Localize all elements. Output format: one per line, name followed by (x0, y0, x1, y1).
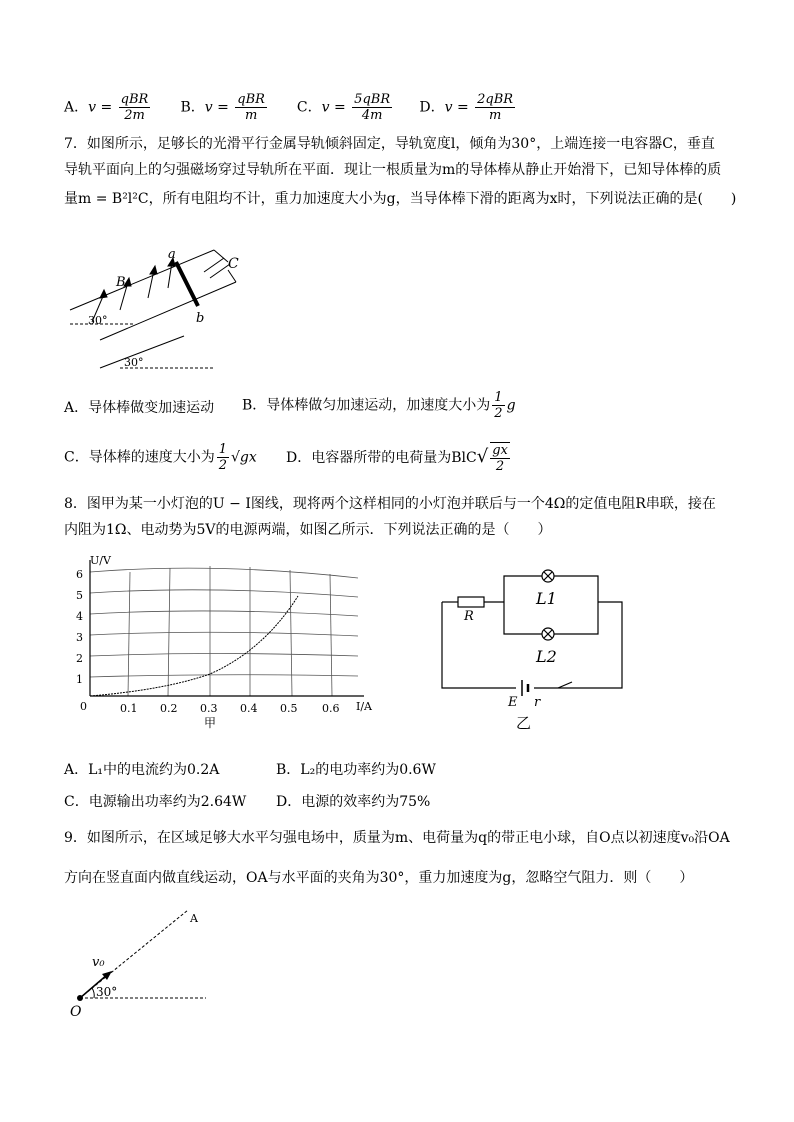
q7-stem-line1: 7．如图所示，足够长的光滑平行金属导轨倾斜固定，导轨宽度l，倾角为30°，上端连接一电容器C，垂直 (64, 136, 715, 152)
q7-label-a: a (168, 247, 176, 262)
q7-option-a: A．导体棒做变加速运动 (64, 400, 215, 416)
q8-x-tick: 0.2 (160, 702, 178, 715)
q6-option-d: D．v = $\frac{\text{2qBR}}{m}$ (419, 92, 514, 123)
q6-option-b: B．v = $\frac{\text{qBR}}{m}$ (180, 92, 265, 123)
q8-x-tick: 0 (80, 700, 87, 713)
q8-circuit-r-label: R (464, 609, 474, 624)
q8-circuit-l1-label: L1 (536, 589, 557, 608)
q8-circuit-l2-label: L2 (536, 647, 557, 666)
q9-figure (64, 900, 224, 1030)
q7-stem-line2: 导轨平面向上的匀强磁场穿过导轨所在平面．现让一根质量为m的导体棒从静止开始滑下，已知导体棒的质 (64, 162, 722, 178)
q8-y-tick: 1 (76, 673, 83, 686)
q7-angle-lower: 30° (124, 356, 144, 369)
q9-label-v0: v₀ (92, 955, 105, 970)
q8-x-tick: 0.3 (200, 702, 218, 715)
q8-y-tick: 3 (76, 631, 83, 644)
q7-label-b: b (196, 311, 205, 326)
q8-option-d: D．电源的效率约为75% (276, 794, 431, 810)
q6-option-a: A．v = $\frac{\text{qBR}}{2m}$ (64, 92, 149, 123)
q7-option-c: C．导体棒的速度大小为 $\frac{1}{2}$ √gx (64, 442, 257, 473)
q8-option-b: B．L₂的电功率约为0.6W (276, 762, 436, 778)
q8-circuit-r-internal-label: r (534, 695, 541, 710)
q7-stem-line3: 量m = B²l²C，所有电阻均不计，重力加速度大小为g，当导体棒下滑的距离为x时，下列说法正确的是( ) (64, 191, 737, 207)
q6-options (64, 92, 517, 123)
q8-option-c: C．电源输出功率约为2.64W (64, 794, 247, 810)
q8-y-tick: 6 (76, 568, 83, 581)
q8-ui-graph (64, 550, 384, 730)
q7-label-c: C (228, 256, 239, 272)
q9-label-a: A (190, 912, 198, 925)
q7-option-b: B．导体棒做匀加速运动，加速度大小为 $\frac{1}{2}$ g (242, 390, 516, 421)
q8-graph-x-label: I/A (356, 700, 372, 713)
q8-y-tick: 4 (76, 610, 83, 623)
q8-x-tick: 0.4 (240, 702, 258, 715)
q8-y-tick: 5 (76, 589, 83, 602)
q9-stem-line2: 方向在竖直面内做直线运动，OA与水平面的夹角为30°，重力加速度为g，忽略空气阻力．则（ ） (64, 870, 694, 886)
q8-y-tick: 2 (76, 652, 83, 665)
q8-option-a: A．L₁中的电流约为0.2A (64, 762, 220, 778)
q8-stem-line2: 内阻为1Ω、电动势为5V的电源两端，如图乙所示．下列说法正确的是（ ） (64, 522, 552, 538)
q7-angle-upper: 30° (88, 314, 108, 327)
q8-stem-line1: 8．图甲为某一小灯泡的U − I图线，现将两个这样相同的小灯泡并联后与一个4Ω的定值电阻R串联，接在 (64, 496, 716, 512)
q8-graph-y-label: U/V (90, 554, 111, 567)
q8-circuit-caption: 乙 (516, 714, 532, 732)
q8-x-tick: 0.1 (120, 702, 138, 715)
q9-angle-label: 30° (96, 985, 118, 999)
q9-label-o: O (70, 1004, 82, 1020)
q8-graph-caption: 甲 (204, 716, 217, 730)
q8-x-tick: 0.6 (322, 702, 340, 715)
q8-x-tick: 0.5 (280, 702, 298, 715)
q8-circuit-diagram (436, 566, 636, 736)
q8-circuit-e-label: E (508, 695, 518, 710)
q7-label-b-field: B (116, 275, 126, 290)
q9-stem-line1: 9．如图所示，在区域足够大水平匀强电场中，质量为m、电荷量为q的带正电小球，自O点以初速度v₀沿OA (64, 830, 730, 846)
q7-option-d: D．电容器所带的电荷量为BlC√ $\frac{gx}{2}$ (286, 443, 508, 474)
q7-figure-incline (64, 240, 264, 380)
q6-option-c: C．v = $\frac{\text{5qBR}}{4m}$ (296, 92, 391, 123)
